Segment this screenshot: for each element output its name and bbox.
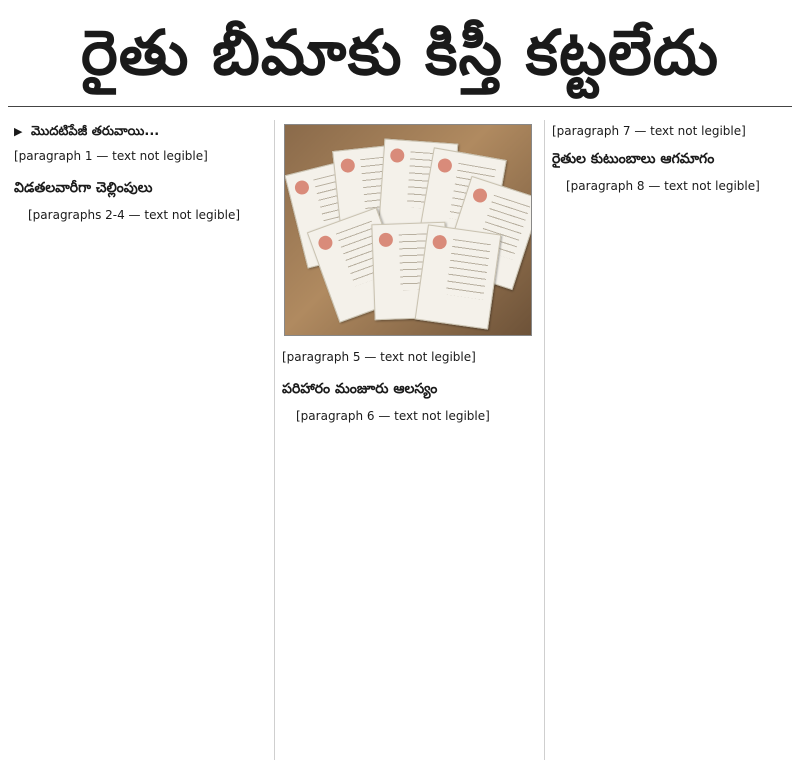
body-paragraph: [paragraph 1 — text not legible] bbox=[14, 149, 208, 163]
body-paragraph: [paragraph 5 — text not legible] bbox=[282, 350, 476, 364]
column-1 bbox=[14, 122, 266, 762]
section-heading: విడతలవారీగా చెల్లింపులు bbox=[14, 180, 153, 196]
body-paragraph: [paragraphs 2-4 — text not legible] bbox=[28, 208, 241, 222]
document-sheet bbox=[415, 224, 502, 329]
insurance-documents-photo bbox=[284, 124, 532, 336]
triangle-icon: ▶ bbox=[14, 125, 23, 138]
headline-rule bbox=[8, 106, 792, 107]
column-divider bbox=[274, 120, 275, 760]
section-heading: రైతుల కుటుంబాలు ఆగమాగం bbox=[552, 151, 715, 167]
section-heading: పరిహారం మంజూరు ఆలస్యం bbox=[282, 381, 438, 397]
body-paragraph: [paragraph 6 — text not legible] bbox=[296, 409, 490, 423]
headline: రైతు బీమాకు కిస్తీ కట్టలేదు bbox=[80, 16, 720, 89]
body-paragraph: [paragraph 8 — text not legible] bbox=[566, 179, 760, 193]
column-divider bbox=[544, 120, 545, 760]
cutoff-text: మొదటిపేజీ తరువాయి... bbox=[31, 124, 160, 139]
column-2 bbox=[282, 122, 536, 762]
body-paragraph: [paragraph 7 — text not legible] bbox=[552, 124, 746, 138]
continued-from-front-page bbox=[14, 122, 266, 141]
column-3 bbox=[552, 122, 790, 762]
